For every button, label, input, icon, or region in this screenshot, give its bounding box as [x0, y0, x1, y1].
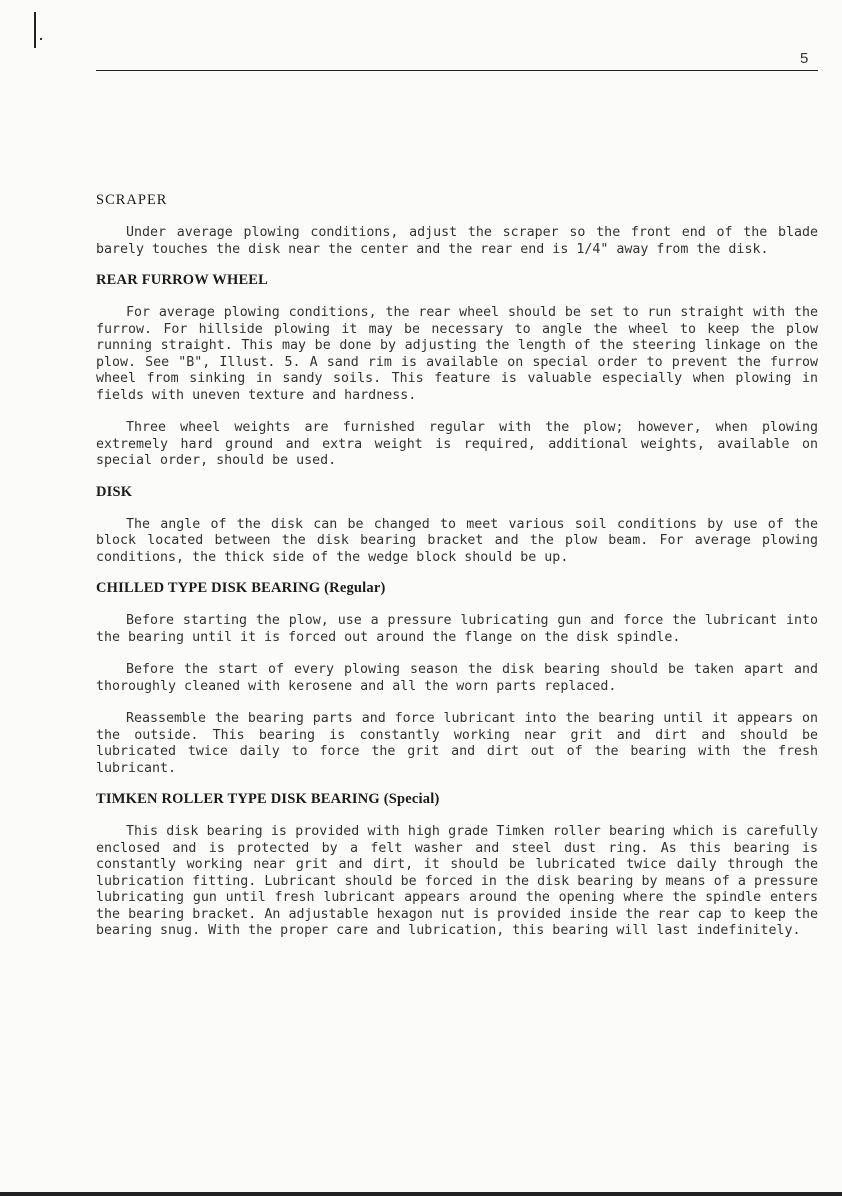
- section-scraper: [96, 192, 818, 258]
- section-timken-bearing: [96, 791, 818, 940]
- paragraph: This disk bearing is provided with high grade Timken roller bearing which is carefully enclosed and is protected by a felt washer and steel dust ring. As this bearing is constantly working near grit and dirt, it should be lubricated twice daily through the lubrication fitting. Lubricant should be forced in the disk bearing by means of a pressure lubricating gun until fresh lubricant appears around the opening where the spindle enters the bearing bracket. An adjustable hexagon nut is provided inside the rear cap to keep the bearing snug. With the proper care and lubrication, this bearing will last indefinitely.: [96, 824, 818, 938]
- paragraph: Before the start of every plowing season the disk bearing should be taken apart and thoroughly cleaned with kerosene and all the worn parts replaced.: [96, 662, 818, 694]
- header-rule: [96, 70, 818, 71]
- section-heading: SCRAPER: [96, 192, 168, 208]
- section-rear-furrow-wheel: [96, 272, 818, 470]
- section-heading: TIMKEN ROLLER TYPE DISK BEARING (Special): [96, 791, 440, 807]
- margin-dot: [40, 38, 42, 40]
- paragraph: Reassemble the bearing parts and force lubricant into the bearing until it appears on the outside. This bearing is constantly working near grit and dirt and should be lubricated twice daily to force the grit and dirt out of the bearing with the fresh lubricant.: [96, 711, 818, 776]
- section-heading: CHILLED TYPE DISK BEARING (Regular): [96, 580, 386, 596]
- section-disk: [96, 484, 818, 567]
- section-heading: REAR FURROW WHEEL: [96, 272, 269, 288]
- paragraph: The angle of the disk can be changed to meet various soil conditions by use of the block located between the disk bearing bracket and the plow beam. For average plowing conditions, the thick side of the wedge block should be up.: [96, 516, 818, 565]
- page-number: 5: [800, 50, 809, 67]
- section-heading: DISK: [96, 483, 133, 500]
- page-bottom-edge: [0, 1192, 842, 1196]
- page-body: [96, 192, 818, 954]
- paragraph: Before starting the plow, use a pressure lubricating gun and force the lubricant into the bearing until it is forced out around the flange on the disk spindle.: [96, 613, 818, 645]
- paragraph: Three wheel weights are furnished regular with the plow; however, when plowing extremely hard ground and extra weight is required, additional weights, available on special order, should be used.: [96, 420, 818, 468]
- section-chilled-bearing: [96, 580, 818, 777]
- paragraph: For average plowing conditions, the rear wheel should be set to run straight with the furrow. For hillside plowing it may be necessary to angle the wheel to keep the plow running straight. This may be done by adjusting the length of the steering linkage on the plow. See "B", Illust. 5. A sand rim is available on special order to prevent the furrow wheel from sinking in sandy soils. This feature is valuable especially when plowing in fields with uneven texture and hardness.: [96, 305, 818, 403]
- paragraph: Under average plowing conditions, adjust the scraper so the front end of the blade barely touches the disk near the center and the rear end is 1/4" away from the disk.: [96, 225, 818, 257]
- margin-mark: [34, 12, 36, 48]
